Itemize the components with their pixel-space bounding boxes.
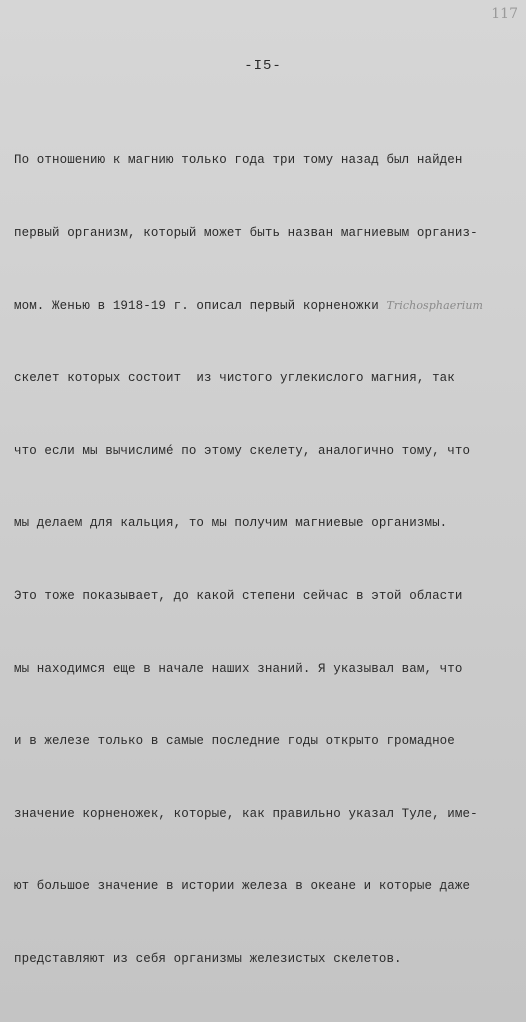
text-line: Это тоже показывает, до какой степени сейчас в этой области — [14, 588, 463, 603]
text-line: скелет которых состоит из чистого углекислого магния, так — [14, 371, 455, 386]
text-line-content: мом. Женью в 1918-19 г. описал первый корненожки — [14, 298, 379, 313]
text-line: значение корненожек, которые, как правильно указал Туле, име- — [14, 806, 478, 821]
text-line: что если мы вычислимé по этому скелету, аналогично тому, что — [14, 443, 471, 458]
text-line: мы делаем для кальция, то мы получим магниевые организмы. — [14, 516, 448, 531]
document-body — [14, 100, 526, 1022]
page-number: -I5- — [244, 58, 282, 74]
text-line — [14, 294, 526, 318]
text-line: мы находимся еще в начале наших знаний. Я указывал вам, что — [14, 661, 463, 676]
handwritten-annotation: Trichosphaerium — [386, 298, 484, 312]
text-line: первый организм, который может быть назван магниевым организ- — [14, 226, 478, 240]
text-line: представляют из себя организмы железистых скелетов. — [14, 951, 402, 966]
text-line: По отношению к магнию только года три тому назад был найден — [14, 153, 463, 168]
folio-number: 117 — [491, 6, 518, 22]
text-line: и в железе только в самые последние годы открыто громадное — [14, 734, 455, 749]
text-line: ют большое значение в истории железа в океане и которые даже — [14, 879, 471, 894]
